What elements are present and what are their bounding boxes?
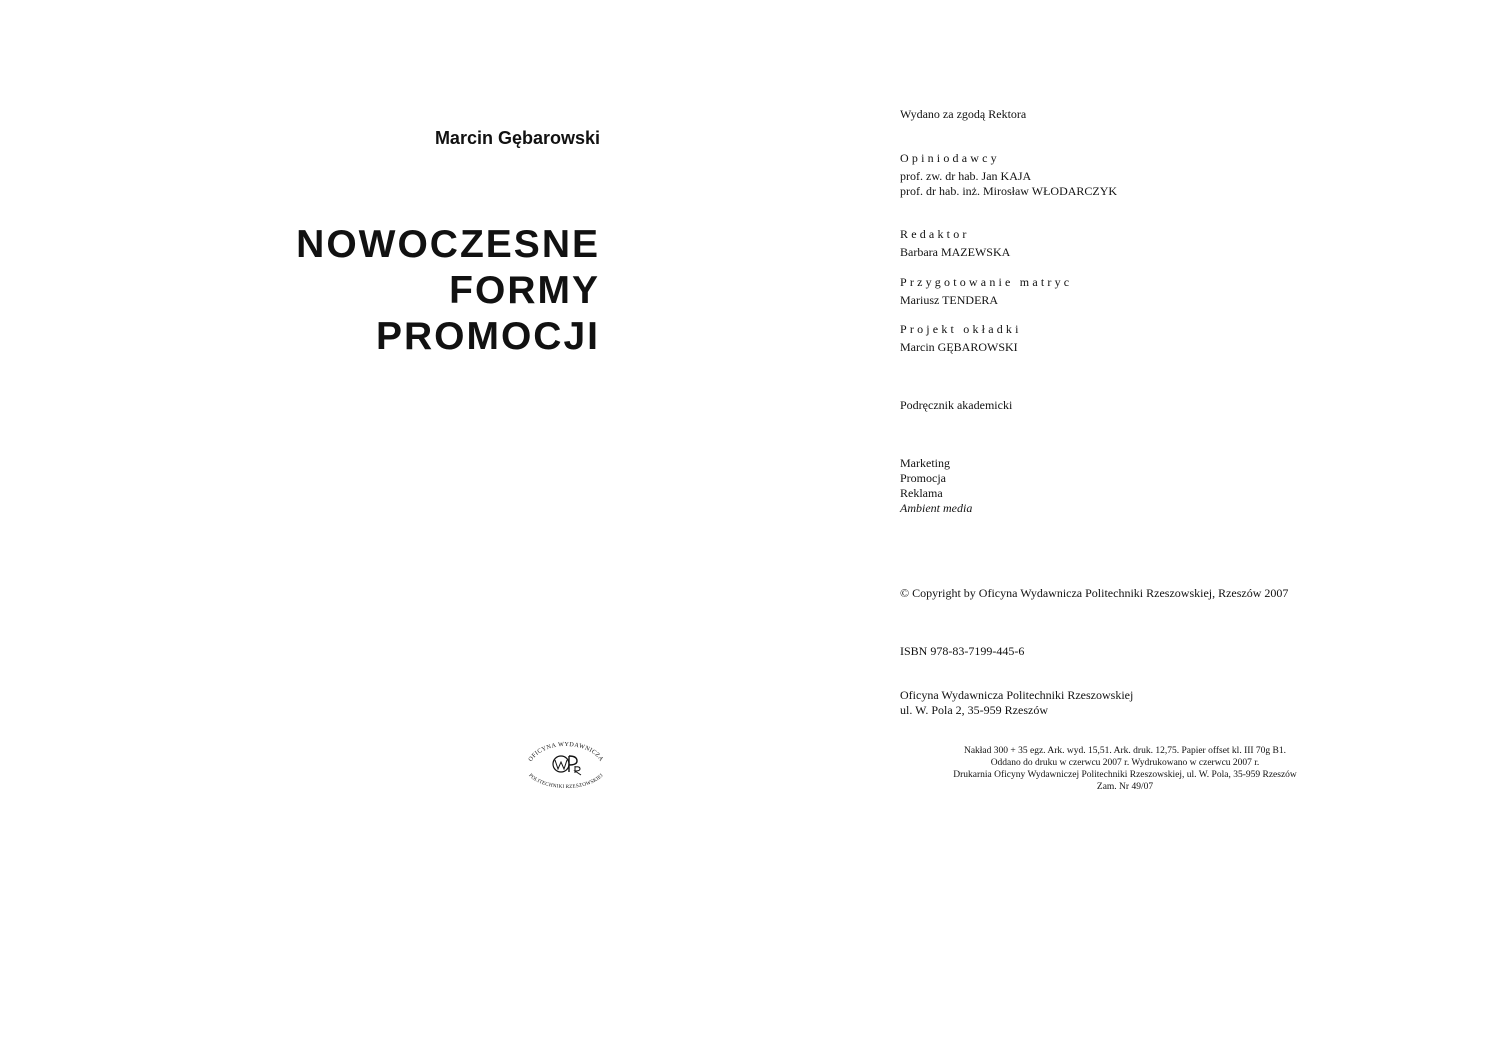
- title-line: NOWOCZESNE: [296, 223, 600, 266]
- seal-text-top: OFICYNA WYDAWNICZA: [527, 740, 605, 763]
- reviewer-name: prof. dr hab. inż. Mirosław WŁODARCZYK: [900, 184, 1118, 198]
- cover-design-label: Projekt okładki: [900, 322, 1022, 336]
- author-name: Marcin Gębarowski: [434, 128, 600, 148]
- cover-design-section: [900, 322, 1022, 355]
- matrix-prep-name: Mariusz TENDERA: [900, 293, 999, 307]
- matrix-prep-label: Przygotowanie matryc: [900, 275, 1073, 289]
- title-line: PROMOCJI: [375, 315, 600, 358]
- print-details: [940, 745, 1310, 793]
- seal-text-bottom: POLITECHNIKI RZESZOWSKIEJ: [527, 772, 605, 788]
- reviewers-section: [900, 151, 1117, 199]
- print-info-line: Nakład 300 + 35 egz. Ark. wyd. 15,51. Ark. druk. 12,75. Papier offset kl. III 70g B1.: [963, 746, 1287, 756]
- svg-text:POLITECHNIKI RZESZOWSKIEJ: [527, 773, 604, 788]
- reviewer-name: prof. zw. dr hab. Jan KAJA: [900, 169, 1032, 183]
- print-info-line: Zam. Nr 49/07: [1096, 782, 1154, 792]
- publisher-info: [900, 688, 1133, 718]
- print-info-line: Drukarnia Oficyny Wydawniczej Politechniki Rzeszowskiej, ul. W. Pola, 35-959 Rzeszów: [953, 770, 1297, 780]
- keyword-item: Promocja: [900, 471, 946, 485]
- keyword-item: Ambient media: [900, 501, 973, 515]
- book-type: Podręcznik akademicki: [900, 398, 1013, 412]
- print-info-line: Oddano do druku w czerwcu 2007 r. Wydrukowano w czerwcu 2007 r.: [990, 758, 1260, 768]
- keywords-list: [900, 456, 972, 516]
- book-title: [296, 222, 600, 360]
- keyword-item: Marketing: [900, 456, 950, 470]
- keyword-item: Reklama: [900, 486, 943, 500]
- editor-name: Barbara MAZEWSKA: [900, 245, 1011, 259]
- svg-text:OFICYNA WYDAWNICZA: [527, 741, 605, 763]
- cover-design-name: Marcin GĘBAROWSKI: [900, 340, 1018, 354]
- publisher-address: ul. W. Pola 2, 35-959 Rzeszów: [900, 703, 1048, 717]
- isbn: ISBN 978-83-7199-445-6: [900, 644, 1025, 658]
- copyright-notice: © Copyright by Oficyna Wydawnicza Politechniki Rzeszowskiej, Rzeszów 2007: [900, 586, 1289, 600]
- title-line: FORMY: [449, 269, 600, 312]
- publisher-seal-logo: [520, 738, 612, 788]
- rector-approval: Wydano za zgodą Rektora: [900, 107, 1027, 121]
- seal-monogram-icon: [553, 756, 581, 775]
- editor-label: Redaktor: [900, 227, 970, 241]
- matrix-prep-section: [900, 275, 1072, 308]
- editor-section: [900, 227, 1010, 260]
- reviewers-label: Opiniodawcy: [900, 151, 1000, 165]
- publisher-name: Oficyna Wydawnicza Politechniki Rzeszowskiej: [900, 688, 1134, 702]
